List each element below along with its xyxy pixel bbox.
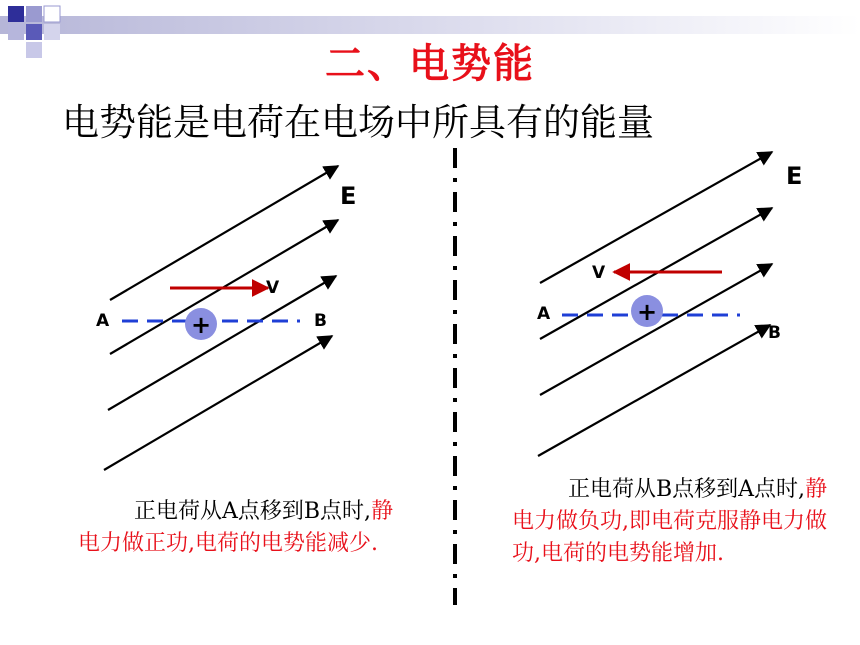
left-field-diagram [96, 166, 356, 470]
right-explanation [512, 474, 842, 570]
velocity-label: V [266, 278, 280, 298]
left-explanation [78, 496, 408, 560]
field-line [104, 336, 332, 470]
field-line [540, 264, 772, 395]
field-line [110, 166, 338, 300]
point-a-label: A [537, 304, 551, 324]
left-text-black: 正电荷从A点移到B点时, [134, 499, 372, 524]
field-line [540, 152, 772, 283]
point-a-label: A [96, 311, 110, 331]
field-label-e: E [340, 182, 357, 210]
field-line [538, 325, 770, 456]
velocity-label: V [592, 263, 606, 283]
field-line [108, 276, 336, 410]
charge-sign: + [190, 311, 212, 339]
point-b-label: B [768, 323, 781, 343]
charge-sign: + [636, 298, 658, 326]
slide-title: 二、电势能 [325, 41, 535, 87]
point-b-label: B [314, 311, 327, 331]
right-text-black: 正电荷从B点移到A点时, [568, 477, 806, 502]
right-field-diagram [537, 152, 802, 456]
slide-subtitle: 电势能是电荷在电场中所具有的能量 [62, 101, 654, 144]
right-text-red: 静电力做负功,即电荷克服静电力做功,电荷的电势能增加. [512, 477, 828, 566]
field-label-e: E [786, 162, 803, 190]
left-text-red: 静电力做正功,电荷的电势能减少. [78, 499, 394, 556]
